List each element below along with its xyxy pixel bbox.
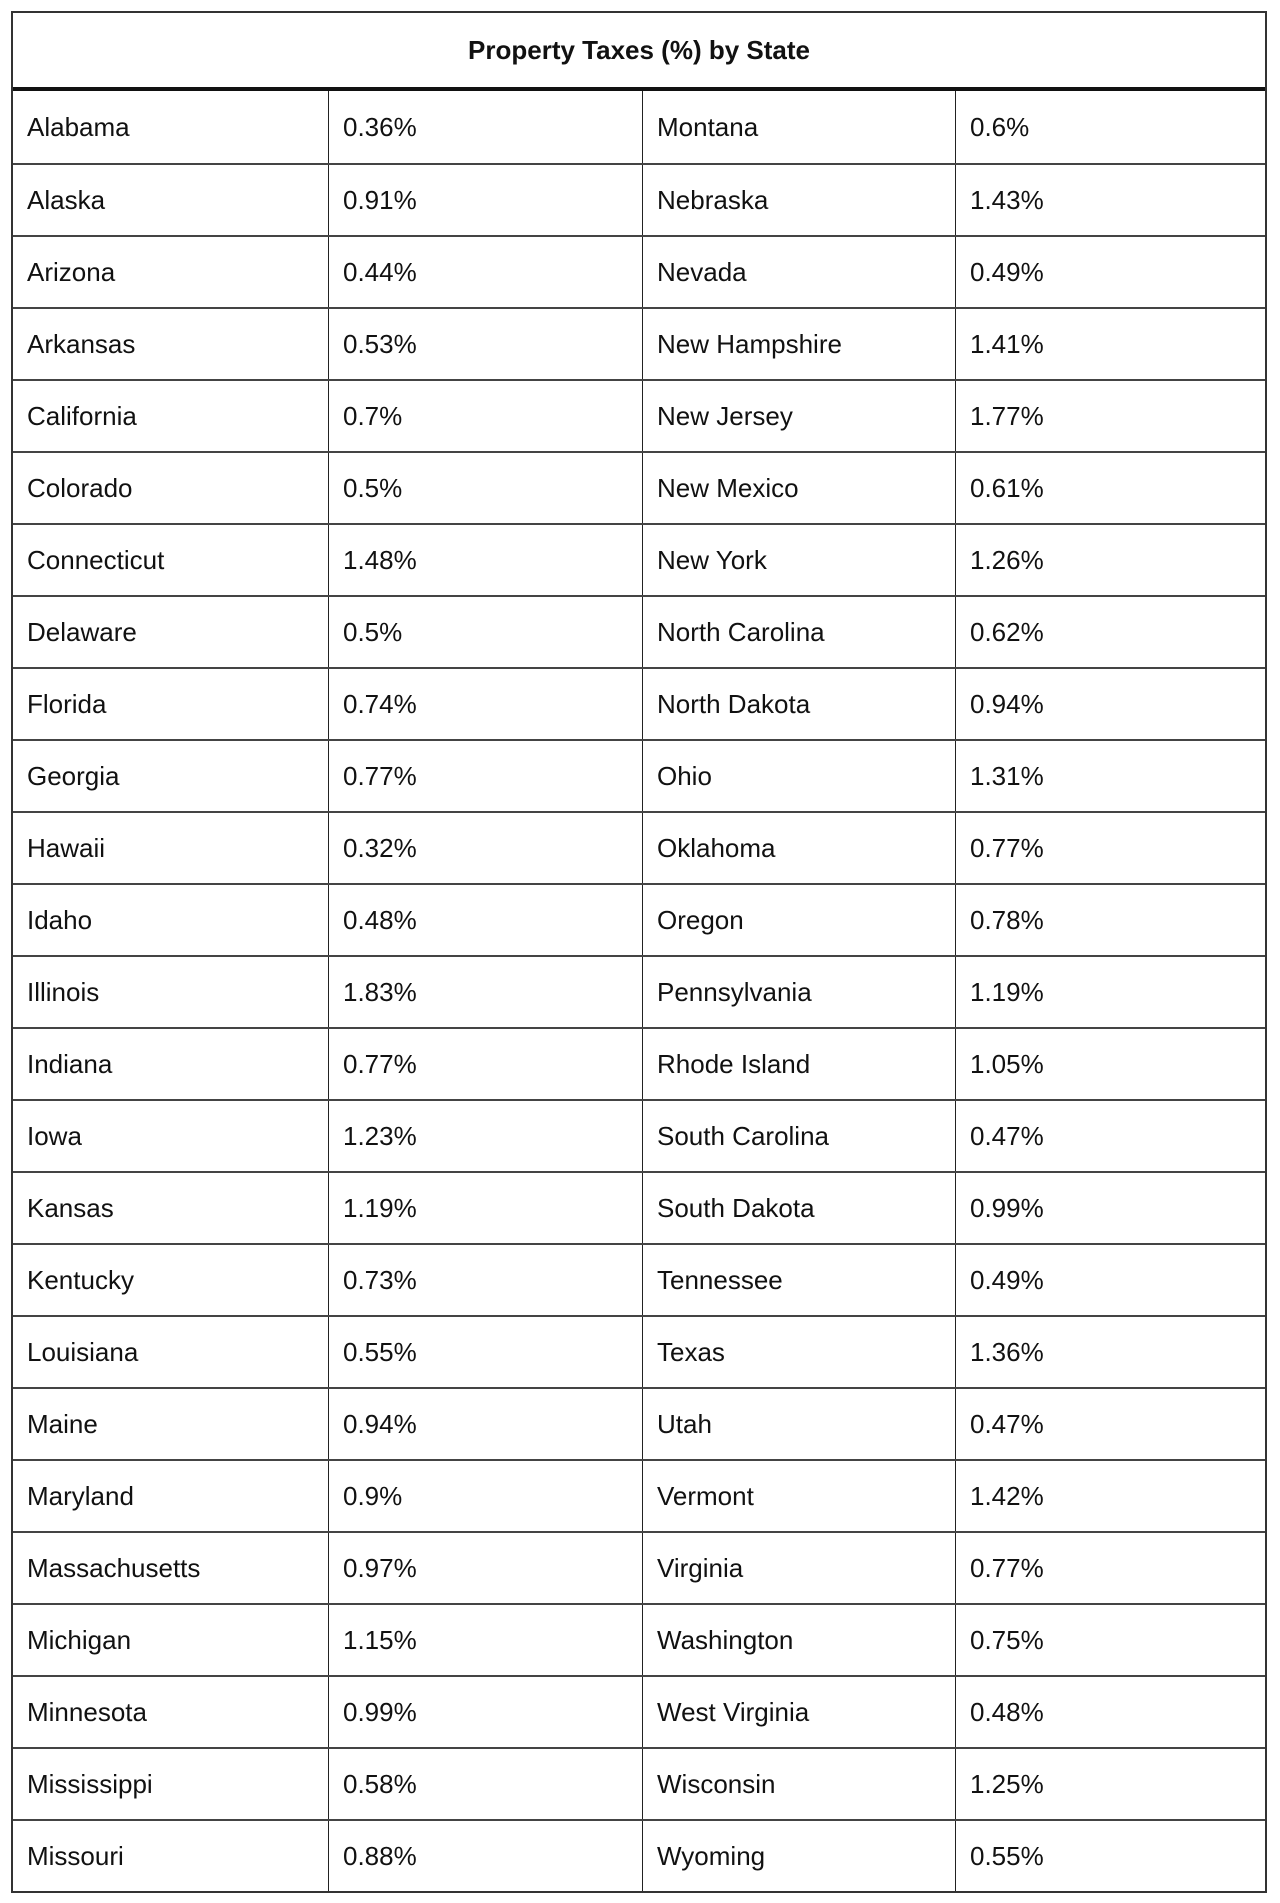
tax-rate-right: 0.75% [955, 1605, 1265, 1675]
tax-rate-left: 0.91% [328, 165, 642, 235]
table-row [13, 1603, 1265, 1675]
table-row [13, 1171, 1265, 1243]
state-name-right: New Mexico [642, 453, 955, 523]
tax-rate-left: 1.23% [328, 1101, 642, 1171]
state-name-right: Nevada [642, 237, 955, 307]
state-name-left: Maine [27, 1408, 98, 1439]
state-name-right: Wyoming [642, 1821, 955, 1891]
state-name-left: Colorado [27, 472, 133, 503]
state-name-right: Washington [642, 1605, 955, 1675]
tax-rate-right: 1.43% [955, 165, 1265, 235]
state-name-left: Louisiana [27, 1336, 139, 1367]
table-row [13, 1099, 1265, 1171]
tax-rate-right: 1.77% [955, 381, 1265, 451]
tax-rate-left: 1.15% [328, 1605, 642, 1675]
state-name-right: Tennessee [642, 1245, 955, 1315]
state-name-right: Oregon [642, 885, 955, 955]
state-name-left: Illinois [27, 976, 100, 1007]
tax-rate-left: 0.74% [328, 669, 642, 739]
table-row [13, 1387, 1265, 1459]
state-name-right: Ohio [642, 741, 955, 811]
table-title: Property Taxes (%) by State [13, 13, 1265, 91]
tax-rate-right: 1.41% [955, 309, 1265, 379]
table-row [13, 739, 1265, 811]
tax-rate-right: 1.31% [955, 741, 1265, 811]
tax-rate-left: 0.77% [328, 741, 642, 811]
state-name-left: Alaska [27, 184, 106, 215]
state-name-right: Texas [642, 1317, 955, 1387]
state-name-right: Wisconsin [642, 1749, 955, 1819]
state-name-left: Maryland [27, 1480, 134, 1511]
state-name-right: Pennsylvania [642, 957, 955, 1027]
state-name-left: Connecticut [27, 544, 165, 575]
table-body [13, 91, 1265, 1891]
tax-rate-right: 1.05% [955, 1029, 1265, 1099]
tax-rate-right: 0.55% [955, 1821, 1265, 1891]
tax-rate-right: 0.47% [955, 1101, 1265, 1171]
state-name-right: New Jersey [642, 381, 955, 451]
state-name-left: Massachusetts [27, 1552, 201, 1583]
state-name-left: Florida [27, 688, 107, 719]
tax-rate-right: 1.19% [955, 957, 1265, 1027]
tax-rate-left: 0.5% [328, 453, 642, 523]
tax-rate-right: 1.42% [955, 1461, 1265, 1531]
state-name-right: North Carolina [642, 597, 955, 667]
state-name-right: Virginia [642, 1533, 955, 1603]
tax-rate-right: 0.99% [955, 1173, 1265, 1243]
tax-rate-right: 1.26% [955, 525, 1265, 595]
table-row [13, 811, 1265, 883]
tax-rate-left: 0.9% [328, 1461, 642, 1531]
table-row [13, 595, 1265, 667]
state-name-left: Iowa [27, 1120, 82, 1151]
state-name-left: California [27, 400, 137, 431]
tax-rate-left: 0.99% [328, 1677, 642, 1747]
state-name-right: Rhode Island [642, 1029, 955, 1099]
state-name-right: Nebraska [642, 165, 955, 235]
table-row [13, 379, 1265, 451]
table-row [13, 955, 1265, 1027]
tax-rate-right: 0.94% [955, 669, 1265, 739]
state-name-left: Kansas [27, 1192, 114, 1223]
state-name-right: South Carolina [642, 1101, 955, 1171]
tax-rate-left: 0.48% [328, 885, 642, 955]
state-name-right: South Dakota [642, 1173, 955, 1243]
state-name-left: Idaho [27, 904, 93, 935]
table-row [13, 451, 1265, 523]
state-name-right: New Hampshire [642, 309, 955, 379]
state-name-left: Hawaii [27, 832, 106, 863]
tax-rate-left: 0.5% [328, 597, 642, 667]
state-name-left: Mississippi [27, 1768, 153, 1799]
tax-rate-left: 1.83% [328, 957, 642, 1027]
tax-rate-right: 0.49% [955, 1245, 1265, 1315]
table-row [13, 1675, 1265, 1747]
table-row [13, 91, 1265, 163]
tax-rate-right: 0.49% [955, 237, 1265, 307]
tax-rate-right: 0.61% [955, 453, 1265, 523]
table-row [13, 163, 1265, 235]
table-row [13, 1459, 1265, 1531]
state-name-right: North Dakota [642, 669, 955, 739]
table-row [13, 1315, 1265, 1387]
tax-rate-left: 0.88% [328, 1821, 642, 1891]
table-row [13, 523, 1265, 595]
table-row [13, 1027, 1265, 1099]
tax-rate-left: 0.77% [328, 1029, 642, 1099]
tax-rate-left: 0.55% [328, 1317, 642, 1387]
table-row [13, 667, 1265, 739]
state-name-right: Vermont [642, 1461, 955, 1531]
tax-rate-left: 0.36% [328, 91, 642, 163]
tax-rate-right: 1.25% [955, 1749, 1265, 1819]
state-name-right: Utah [642, 1389, 955, 1459]
tax-rate-left: 0.73% [328, 1245, 642, 1315]
tax-rate-left: 0.7% [328, 381, 642, 451]
tax-rate-left: 0.53% [328, 309, 642, 379]
state-name-left: Georgia [27, 760, 120, 791]
tax-rate-right: 0.77% [955, 1533, 1265, 1603]
state-name-left: Arizona [27, 256, 116, 287]
tax-rate-right: 0.77% [955, 813, 1265, 883]
tax-rate-left: 0.58% [328, 1749, 642, 1819]
tax-rate-left: 0.32% [328, 813, 642, 883]
state-name-left: Kentucky [27, 1264, 134, 1295]
state-name-right: West Virginia [642, 1677, 955, 1747]
state-name-left: Missouri [27, 1840, 124, 1871]
table-row [13, 1747, 1265, 1819]
tax-rate-right: 0.6% [955, 91, 1265, 163]
property-tax-table [11, 11, 1267, 1893]
table-row [13, 883, 1265, 955]
table-row [13, 1531, 1265, 1603]
tax-rate-left: 0.94% [328, 1389, 642, 1459]
tax-rate-left: 0.97% [328, 1533, 642, 1603]
tax-rate-right: 0.47% [955, 1389, 1265, 1459]
state-name-right: Oklahoma [642, 813, 955, 883]
state-name-left: Alabama [27, 111, 130, 142]
state-name-left: Minnesota [27, 1696, 147, 1727]
table-row [13, 235, 1265, 307]
tax-rate-right: 0.78% [955, 885, 1265, 955]
state-name-right: Montana [642, 91, 955, 163]
tax-rate-left: 0.44% [328, 237, 642, 307]
tax-rate-left: 1.48% [328, 525, 642, 595]
tax-rate-right: 1.36% [955, 1317, 1265, 1387]
tax-rate-right: 0.62% [955, 597, 1265, 667]
table-row [13, 1243, 1265, 1315]
state-name-left: Arkansas [27, 328, 136, 359]
table-row [13, 1819, 1265, 1891]
tax-rate-left: 1.19% [328, 1173, 642, 1243]
tax-rate-right: 0.48% [955, 1677, 1265, 1747]
state-name-left: Delaware [27, 616, 137, 647]
table-row [13, 307, 1265, 379]
state-name-right: New York [642, 525, 955, 595]
state-name-left: Indiana [27, 1048, 113, 1079]
state-name-left: Michigan [27, 1624, 132, 1655]
